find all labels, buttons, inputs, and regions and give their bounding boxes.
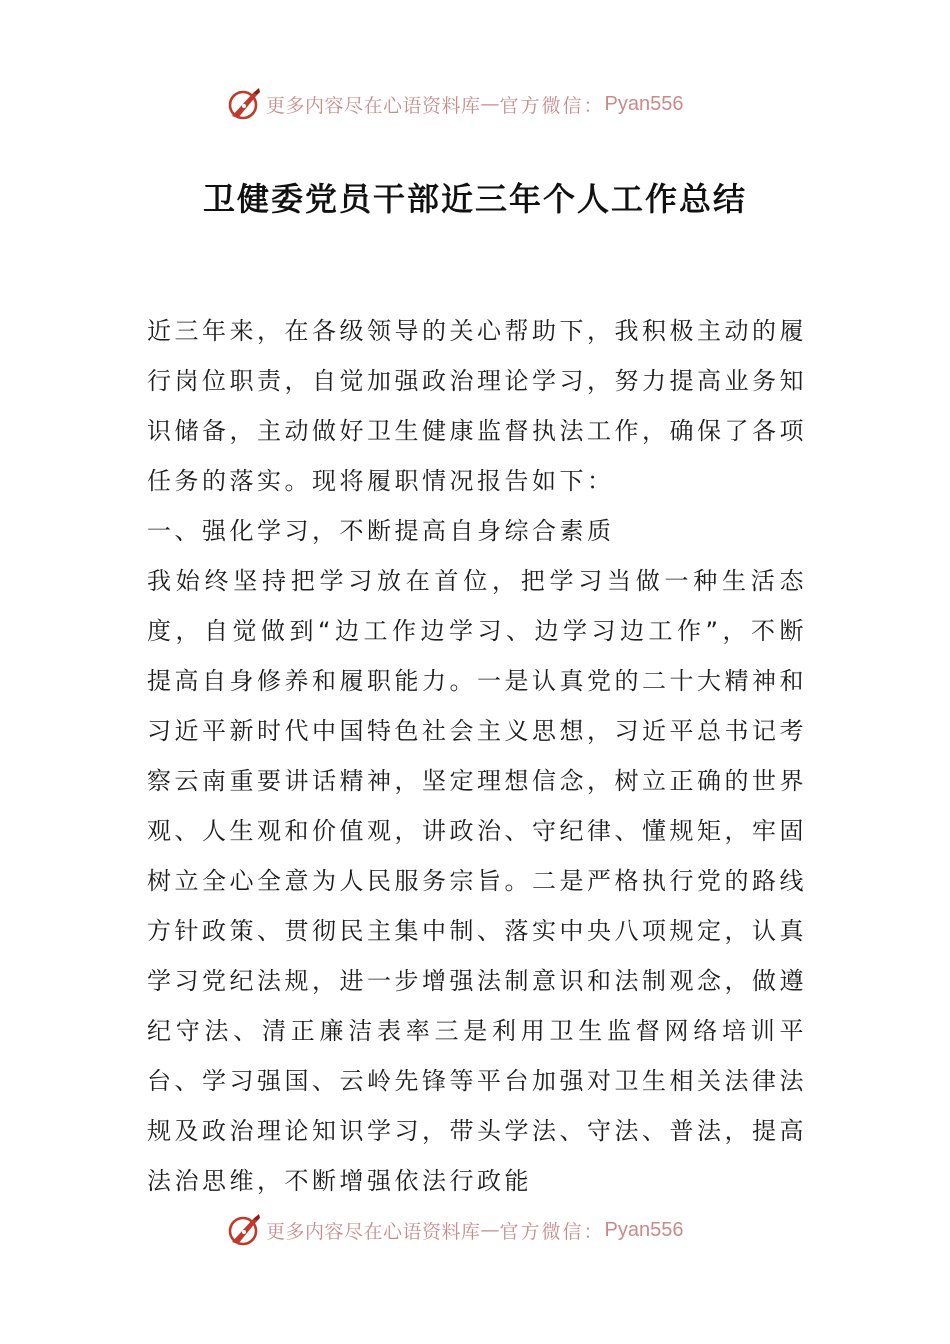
banner-text: 更多内容尽在心语资料库: [266, 94, 481, 117]
document-title: 卫健委党员干部近三年个人工作总结: [202, 180, 747, 218]
intro-paragraph: 近三年来，在各级领导的关心帮助下，我积极主动的履行岗位职责，自觉加强政治理论学习，努力提高业务知识储备，主动做好卫生健康监督执法工作，确保了各项任务的落实。现将履职情况报告如下：: [147, 317, 807, 495]
pen-nib-circle-icon: [226, 86, 262, 122]
header-watermark-banner: [226, 86, 684, 122]
body-paragraph: 我始终坚持把学习放在首位，把学习当做一种生活态度，自觉做到“边工作边学习、边学习边工作”，不断提高自身修养和履职能力。一是认真党的二十大精神和习近平新时代中国特色社会主义思想，习近平总书记考察云南重要讲话精神，坚定理想信念，树立正确的世界观、人生观和价值观，讲政治、守纪律、懂规矩，牢固树立全心全意为人民服务宗旨。二是严格执行党的路线方针政策、贯彻民主集中制、落实中央八项规定，认真学习党纪法规，进一步增强法制意识和法制观念，做遵纪守法、清正廉洁表率三是利用卫生监督网络培训平台、学习强国、云岭先锋等平台加强对卫生相关法律法规及政治理论知识学习，带头学法、守法、普法，提高法治思维，不断增强依法行政能: [147, 567, 807, 1195]
footer-watermark-banner: [226, 1212, 684, 1248]
document-body: [147, 306, 807, 1206]
section-heading: 一、强化学习，不断提高自身综合素质: [147, 517, 615, 545]
banner-wechat-id: Pyan556: [604, 1218, 684, 1241]
banner-wechat-label: 官方微信：: [499, 1220, 605, 1243]
banner-wechat-label: 官方微信：: [499, 94, 605, 117]
banner-separator: —: [480, 93, 500, 115]
banner-separator: —: [480, 1219, 500, 1241]
banner-wechat-id: Pyan556: [604, 92, 684, 115]
banner-text: 更多内容尽在心语资料库: [266, 1220, 481, 1243]
pen-nib-circle-icon: [226, 1212, 262, 1248]
